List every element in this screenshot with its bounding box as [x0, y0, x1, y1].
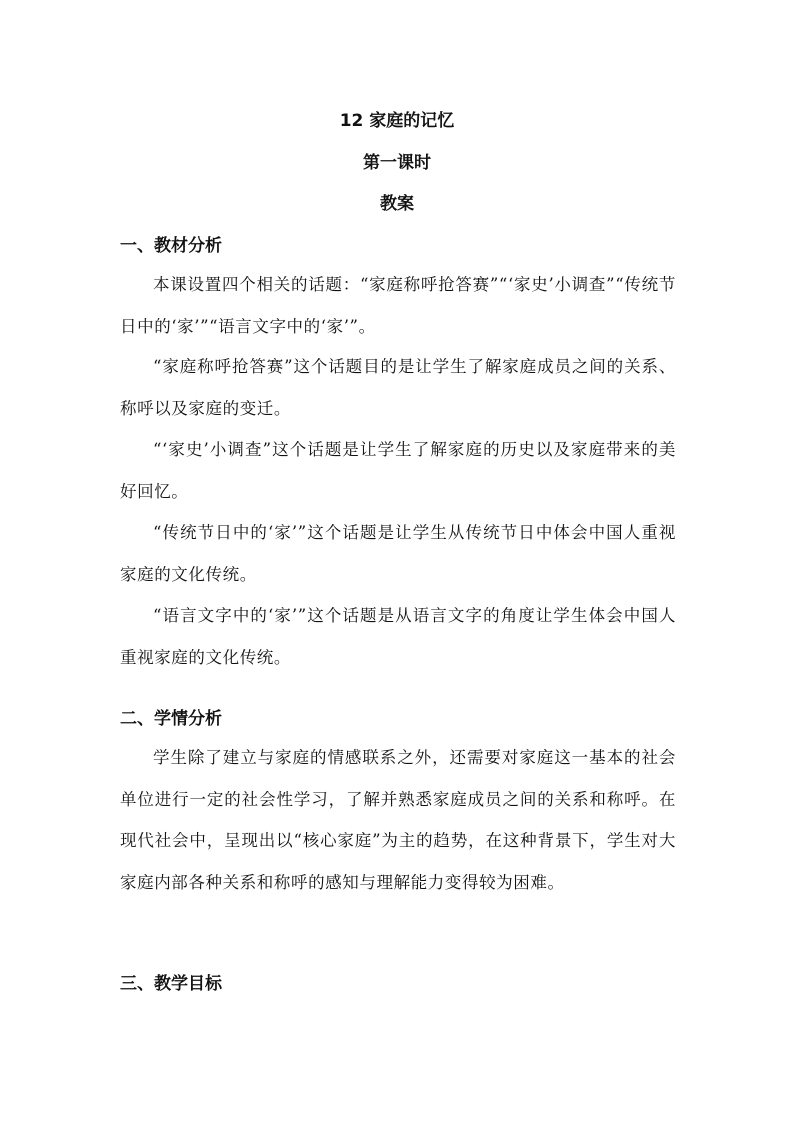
paragraph: 学生除了建立与家庭的情感联系之外，还需要对家庭这一基本的社会单位进行一定的社会性学习，了解并熟悉家庭成员之间的关系和称呼。在现代社会中，呈现出以“核心家庭”为主的趋势，在这种背景下，学生对大家庭内部各种关系和称呼的感知与理解能力变得较为困难。 — [120, 748, 676, 892]
paragraph: 本课设置四个相关的话题：“家庭称呼抢答赛”“‘家史’小调查”“传统节日中的‘家’”“语言文字中的‘家’”。 — [120, 275, 676, 336]
paragraph: “‘家史’小调查”这个话题是让学生了解家庭的历史以及家庭带来的美好回忆。 — [120, 440, 676, 501]
paragraph: “语言文字中的‘家’”这个话题是从语言文字的角度让学生体会中国人重视家庭的文化传统。 — [120, 606, 676, 667]
section-heading-textbook-analysis: 一、教材分析 — [120, 236, 222, 256]
paragraph: “家庭称呼抢答赛”这个话题目的是让学生了解家庭成员之间的关系、称呼以及家庭的变迁。 — [120, 357, 676, 418]
section-heading-student-analysis: 二、学情分析 — [120, 709, 222, 729]
section-heading-teaching-objectives: 三、教学目标 — [120, 974, 222, 994]
paragraph: “传统节日中的‘家’”这个话题是让学生从传统节日中体会中国人重视家庭的文化传统。 — [120, 523, 676, 584]
lesson-period: 第一课时 — [363, 153, 431, 173]
document-type: 教案 — [380, 194, 414, 214]
lesson-title: 12 家庭的记忆 — [339, 111, 455, 131]
